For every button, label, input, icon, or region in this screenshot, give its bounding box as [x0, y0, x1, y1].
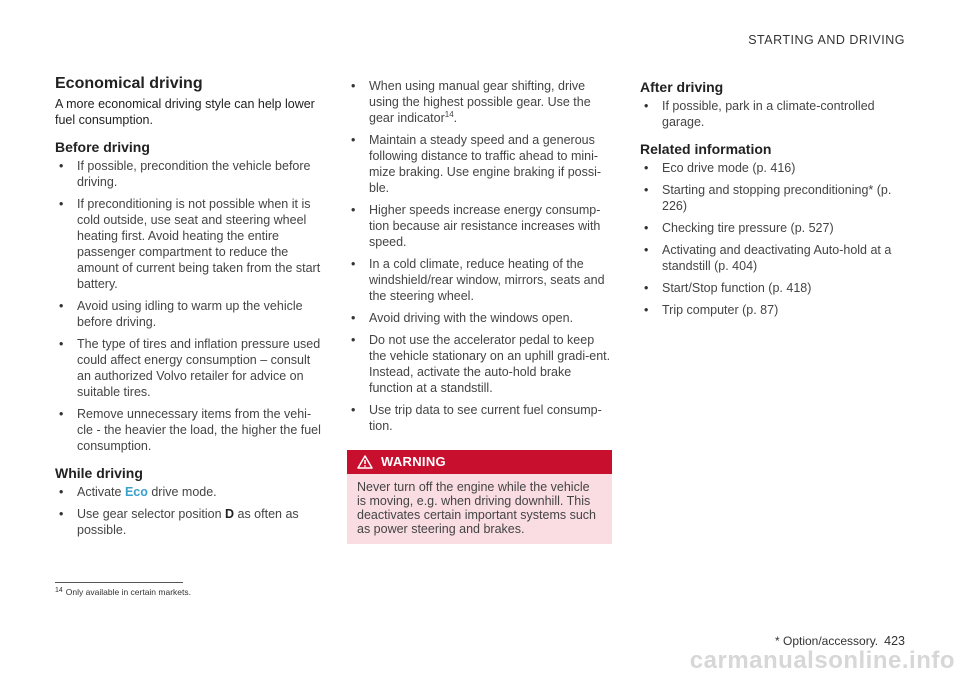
- driving-tips-list: [347, 78, 612, 434]
- warning-title: WARNING: [381, 454, 446, 469]
- list-item: [55, 506, 323, 538]
- column-right: [640, 78, 906, 328]
- warning-text: Never turn off the engine while the vehicle is moving, e.g. when driving downhill. This deactivates certain important systems such as power steering and brakes.: [347, 474, 612, 544]
- page-footer: [775, 634, 905, 648]
- warning-box: [347, 450, 612, 544]
- column-left: [55, 74, 323, 548]
- watermark-logo: carmanualsonline.info: [689, 647, 955, 674]
- footnote-text: Only available in certain markets.: [65, 587, 191, 597]
- footnote: [55, 587, 191, 597]
- list-item: • In a cold climate, reduce heating of the windshield/rear window, mirrors, seats and the steering wheel.: [347, 256, 612, 304]
- footnote-number: 14: [55, 587, 63, 594]
- footnote-divider: [55, 582, 183, 583]
- related-link[interactable]: • Start/Stop function (p. 418): [640, 280, 906, 296]
- list-item: • If possible, precondition the vehicle before driving.: [55, 158, 323, 190]
- list-item: • Avoid using idling to warm up the vehicle before driving.: [55, 298, 323, 330]
- related-information-heading: Related information: [640, 141, 772, 157]
- item-text: Use gear selector position: [77, 507, 225, 521]
- item-text: as often as possible.: [77, 507, 299, 537]
- list-item: • Maintain a steady speed and a generous following distance to traffic ahead to mini-mize braking. Use engine braking if possi-ble.: [347, 132, 612, 196]
- page-number: 423: [884, 634, 905, 648]
- list-item: • The type of tires and inflation pressure used could affect energy consumption – consult an authorized Volvo retailer for advice on suitable tires.: [55, 336, 323, 400]
- while-driving-list: [55, 484, 323, 538]
- list-item: • Use trip data to see current fuel consump-tion.: [347, 402, 612, 434]
- item-text: Activate: [77, 485, 125, 499]
- item-text: drive mode.: [147, 485, 217, 499]
- list-item: • Remove unnecessary items from the vehi-cle - the heavier the load, the higher the fuel consumption.: [55, 406, 323, 454]
- related-link[interactable]: • Activating and deactivating Auto-hold at a standstill (p. 404): [640, 242, 906, 274]
- after-driving-list: [640, 98, 906, 130]
- related-link[interactable]: • Trip computer (p. 87): [640, 302, 906, 318]
- before-driving-list: [55, 158, 323, 454]
- article-intro: A more economical driving style can help lower fuel consumption.: [55, 97, 315, 127]
- footnote-ref[interactable]: 14: [444, 109, 454, 119]
- related-link[interactable]: • Eco drive mode (p. 416): [640, 160, 906, 176]
- related-link[interactable]: • Starting and stopping preconditioning* (p. 226): [640, 182, 906, 214]
- after-driving-heading: After driving: [640, 79, 724, 95]
- list-item: [347, 78, 612, 126]
- before-driving-heading: Before driving: [55, 139, 150, 155]
- list-item: • Do not use the accelerator pedal to keep the vehicle stationary on an uphill gradi-ent. Instead, activate the auto-hold brake function at a standstill.: [347, 332, 612, 396]
- item-text: .: [453, 111, 458, 125]
- list-item: [55, 484, 323, 500]
- list-item: • Avoid driving with the windows open.: [347, 310, 612, 326]
- warning-triangle-icon: [357, 455, 373, 469]
- eco-mode-label: Eco: [124, 485, 148, 499]
- warning-header: [347, 450, 612, 474]
- article-title: Economical driving: [55, 75, 203, 92]
- related-links-list: [640, 160, 906, 318]
- option-accessory-note: * Option/accessory.: [774, 634, 879, 648]
- column-middle: [347, 78, 612, 544]
- while-driving-heading: While driving: [55, 465, 143, 481]
- list-item: • If preconditioning is not possible when it is cold outside, use seat and steering wheel heating first. Avoid heating the entire passenger compartment to reduce the amount of current being taken from the start battery.: [55, 196, 323, 292]
- section-header: STARTING AND DRIVING: [748, 33, 905, 47]
- item-text: When using manual gear shifting, drive using the highest possible gear. Use the gear indicator: [369, 79, 591, 125]
- list-item: • Higher speeds increase energy consump-tion because air resistance increases with speed.: [347, 202, 612, 250]
- gear-position-label: D: [225, 507, 235, 521]
- related-link[interactable]: • Checking tire pressure (p. 527): [640, 220, 906, 236]
- list-item: • If possible, park in a climate-controlled garage.: [640, 98, 906, 130]
